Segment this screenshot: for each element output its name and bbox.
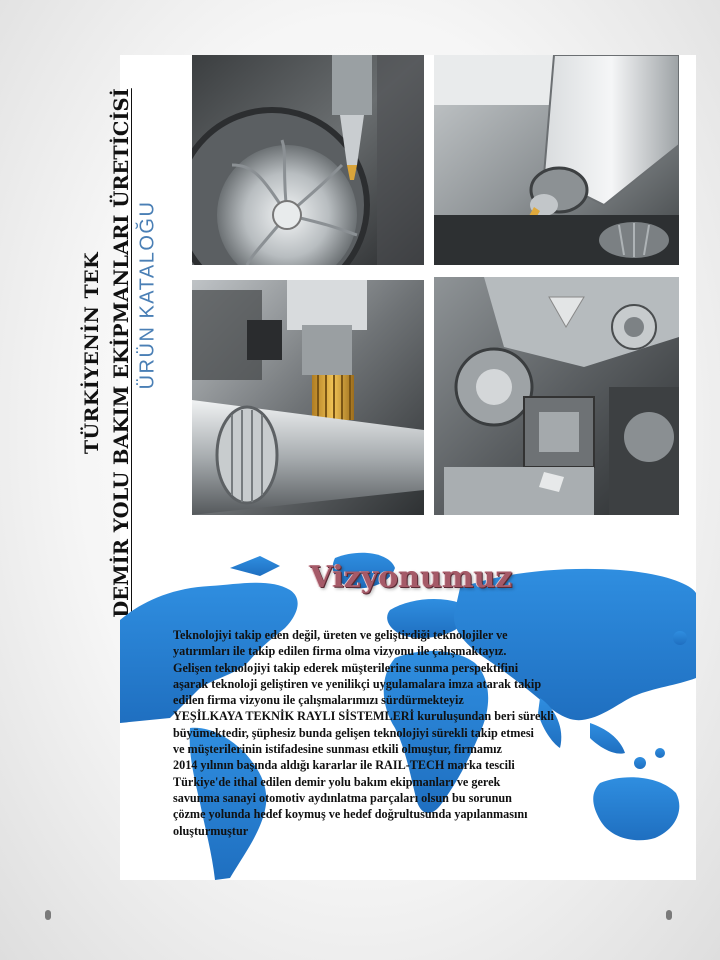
vision-line: 2014 yılının başında aldığı kararlar ile RAIL-TECH marka tescili (173, 758, 515, 773)
catalog-subtitle (130, 180, 166, 410)
vision-line: yatırımları ile takip edilen firma olma vizyonu ile çalışmaktayız. (173, 644, 507, 659)
vision-line: çözme yolunda hedef koymuş ve hedef doğrultusunda yapılanmasını (173, 807, 528, 822)
vision-title: Vizyonumuz (309, 560, 513, 595)
vision-body (173, 627, 673, 839)
binding-hole-left (45, 910, 51, 920)
title-line-1: TÜRKİYENİN TEK (81, 251, 103, 454)
vision-line: savunma sanayi otomotiv aydınlatma parçaları olsun bu sorunun (173, 790, 512, 805)
vision-line: ve müşterilerinin istifadesine sunması etkili olmuştur, firmamız (173, 742, 502, 757)
gear-hobbing-photo (192, 280, 424, 515)
vision-line: Teknolojiyi takip eden değil, üreten ve geliştirdiği teknolojiler ve (173, 628, 508, 642)
vision-line: Gelişen teknolojiyi takip ederek müşterilerine sunma perspektifini (173, 660, 519, 675)
vision-line: aşarak teknoloji geliştiren ve yenilikçi uygulamalara imza atarak takip (173, 676, 542, 691)
title-line-2: DEMİR YOLU BAKIM EKİPMANLARI ÜRETİCİSİ (110, 87, 133, 618)
cnc-spindle-head-photo (434, 55, 679, 265)
cnc-impeller-machining-photo (192, 55, 424, 265)
vision-line: Türkiye'de ithal edilen demir yolu bakım ekipmanları ve gerek (173, 774, 501, 789)
vision-line: büyümektedir, şüphesiz bunda gelişen teknolojiyi sürekli takip etmesi (173, 725, 534, 740)
vision-line: oluşturmuştur (173, 823, 249, 838)
binding-hole-right (666, 910, 672, 920)
lathe-turret-photo (434, 277, 679, 515)
vision-line: edilen firma vizyonu ile çalışmalarımızı sürdürmekteyiz (173, 693, 464, 708)
vision-line: YEŞİLKAYA TEKNİK RAYLI SİSTEMLERİ kuruluşundan beri sürekli (173, 709, 554, 724)
catalog-subtitle-text: ÜRÜN KATALOĞU (136, 200, 159, 390)
